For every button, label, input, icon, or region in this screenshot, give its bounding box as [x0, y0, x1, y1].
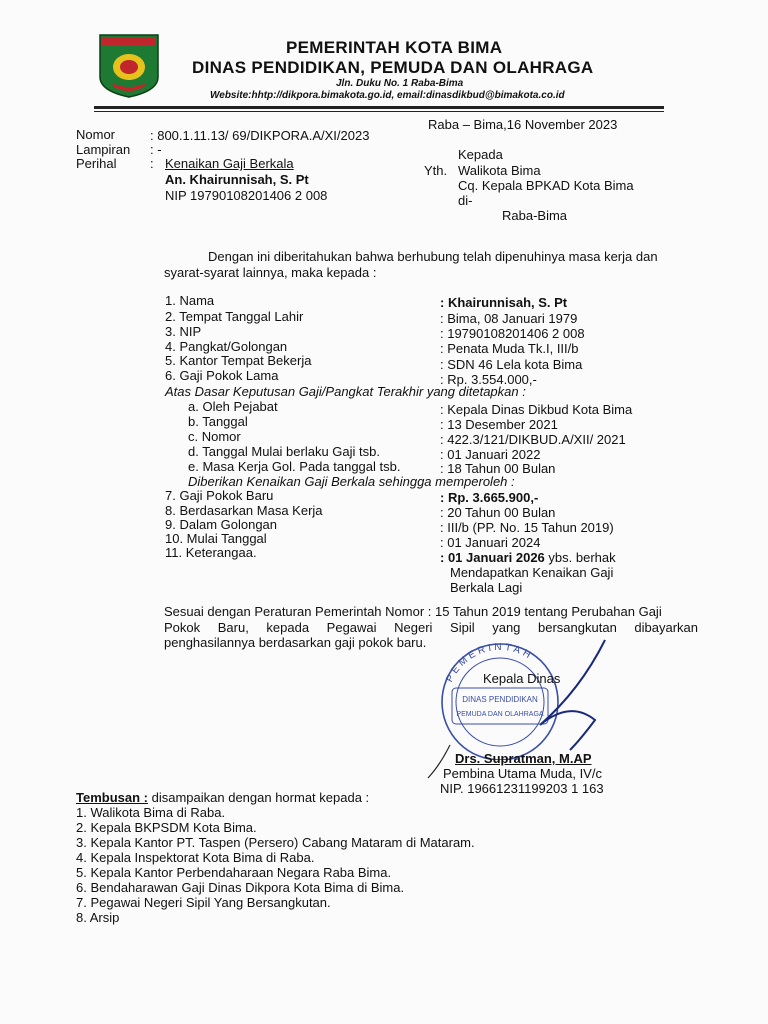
signatory-nip: NIP. 19661231199203 1 163 — [440, 781, 604, 796]
nomor-label: Nomor — [76, 127, 116, 142]
item-label: 9. Dalam Golongan — [165, 517, 278, 532]
stamp-arc-text: PEMERINTAH — [444, 641, 535, 685]
tembusan-item: 7. Pegawai Negeri Sipil Yang Bersangkutan. — [76, 895, 331, 910]
perihal-nip: NIP 19790108201406 2 008 — [165, 188, 328, 203]
item-value: : Bima, 08 Januari 1979 — [440, 311, 578, 326]
yth-label: Yth. — [424, 163, 448, 178]
keterangan-line3: Berkala Lagi — [450, 580, 523, 595]
header-rule-thin — [94, 111, 664, 112]
item-value: : Penata Muda Tk.I, III/b — [440, 341, 579, 356]
header-website: Website:hhtp://dikpora.bimakota.go.id, email:dinasdikbud@bimakota.co.id — [210, 90, 565, 101]
tembusan-heading — [76, 790, 369, 805]
item-value: : 13 Desember 2021 — [440, 417, 558, 432]
item-label: 3. NIP — [165, 324, 202, 339]
tembusan-intro: disampaikan dengan hormat kepada : — [148, 790, 370, 805]
item-value: : 422.3/121/DIKBUD.A/XII/ 2021 — [440, 432, 626, 447]
header-address: Jln. Duku No. 1 Raba-Bima — [336, 78, 464, 89]
item-value: : 01 Januari 2024 — [440, 535, 541, 550]
tembusan-item: 6. Bendaharawan Gaji Dinas Dikpora Kota Bima di Bima. — [76, 880, 405, 895]
tembusan-item: 5. Kepala Kantor Perbendaharaan Negara Raba Bima. — [76, 865, 392, 880]
recipient-line1: Walikota Bima — [458, 163, 541, 178]
tembusan-item: 3. Kepala Kantor PT. Taspen (Persero) Cabang Mataram di Mataram. — [76, 835, 475, 850]
diberikan-heading: Diberikan Kenaikan Gaji Berkala sehingga memperoleh : — [188, 474, 515, 489]
tembusan-item: 8. Arsip — [76, 910, 120, 925]
perihal-colon: : — [150, 156, 154, 171]
header-rule-thick — [94, 106, 664, 109]
item-value: : Kepala Dinas Dikbud Kota Bima — [440, 402, 633, 417]
tembusan-item: 4. Kepala Inspektorat Kota Bima di Raba. — [76, 850, 315, 865]
closing-line3: penghasilannya berdasarkan gaji pokok baru. — [164, 635, 427, 650]
item-label: 1. Nama — [165, 293, 215, 308]
intro-line2: syarat-syarat lainnya, maka kepada : — [164, 265, 377, 280]
intro-line1: Dengan ini diberitahukan bahwa berhubung telah dipenuhinya masa kerja dan — [208, 249, 658, 264]
item-label: a. Oleh Pejabat — [188, 399, 278, 414]
header-department: DINAS PENDIDIKAN, PEMUDA DAN OLAHRAGA — [192, 58, 594, 77]
keterangan-line2: Mendapatkan Kenaikan Gaji — [450, 565, 614, 580]
recipient-line3: di- — [458, 193, 473, 208]
recipient-city: Raba-Bima — [502, 208, 568, 223]
next-increase-note: ybs. berhak — [544, 550, 616, 565]
item-value: : Rp. 3.665.900,- — [440, 490, 539, 505]
item-value: : 18 Tahun 00 Bulan — [440, 461, 556, 476]
item-label: b. Tanggal — [188, 414, 248, 429]
lampiran-value: : - — [150, 142, 162, 157]
stamp-text-2: PEMUDA DAN OLAHRAGA — [456, 711, 544, 718]
nomor-value: : 800.1.11.13/ 69/DIKPORA.A/XI/2023 — [150, 128, 370, 143]
perihal-name: An. Khairunnisah, S. Pt — [165, 172, 309, 187]
tembusan-label: Tembusan : — [76, 790, 148, 805]
item-value: : Khairunnisah, S. Pt — [440, 295, 568, 310]
stamp-text-1: DINAS PENDIDIKAN — [462, 695, 538, 704]
item-label: 8. Berdasarkan Masa Kerja — [165, 503, 323, 518]
perihal-label: Perihal — [76, 156, 117, 171]
item-value — [440, 550, 616, 565]
item-label: 11. Keterangaa. — [165, 545, 257, 560]
item-label: 2. Tempat Tanggal Lahir — [165, 309, 304, 324]
recipient-line2: Cq. Kepala BPKAD Kota Bima — [458, 178, 634, 193]
atas-dasar-heading: Atas Dasar Keputusan Gaji/Pangkat Terakhir yang ditetapkan : — [165, 384, 526, 399]
item-label: c. Nomor — [188, 429, 241, 444]
kepada-label: Kepada — [458, 147, 503, 162]
item-label: 6. Gaji Pokok Lama — [165, 368, 279, 383]
perihal-value: Kenaikan Gaji Berkala — [165, 156, 294, 171]
item-value: : III/b (PP. No. 15 Tahun 2019) — [440, 520, 614, 535]
header-government: PEMERINTAH KOTA BIMA — [286, 38, 503, 57]
closing-line2: Pokok Baru, kepada Pegawai Negeri Sipil yang bersangkutan dibayarkan — [164, 620, 698, 635]
closing-line1: Sesuai dengan Peraturan Pemerintah Nomor : 15 Tahun 2019 tentang Perubahan Gaji — [164, 604, 662, 619]
item-value: : Rp. 3.554.000,- — [440, 372, 537, 387]
tembusan-item: 1. Walikota Bima di Raba. — [76, 805, 226, 820]
letter-date: Raba – Bima,16 November 2023 — [428, 117, 618, 132]
item-label: d. Tanggal Mulai berlaku Gaji tsb. — [188, 444, 380, 459]
tembusan-item: 2. Kepala BKPSDM Kota Bima. — [76, 820, 257, 835]
item-label: 4. Pangkat/Golongan — [165, 339, 288, 354]
signatory-rank: Pembina Utama Muda, IV/c — [443, 766, 602, 781]
next-increase-date: : 01 Januari 2026 — [440, 550, 545, 565]
signatory-title: Kepala Dinas — [483, 671, 561, 686]
item-value: : 20 Tahun 00 Bulan — [440, 505, 556, 520]
item-label: 7. Gaji Pokok Baru — [165, 488, 274, 503]
city-emblem-logo — [98, 33, 160, 99]
lampiran-label: Lampiran — [76, 142, 131, 157]
item-label: 10. Mulai Tanggal — [165, 531, 267, 546]
signatory-name: Drs. Supratman, M.AP — [455, 751, 592, 766]
item-value: : 19790108201406 2 008 — [440, 326, 585, 341]
item-label: e. Masa Kerja Gol. Pada tanggal tsb. — [188, 459, 401, 474]
item-value: : SDN 46 Lela kota Bima — [440, 357, 583, 372]
item-value: : 01 Januari 2022 — [440, 447, 541, 462]
item-label: 5. Kantor Tempat Bekerja — [165, 353, 312, 368]
